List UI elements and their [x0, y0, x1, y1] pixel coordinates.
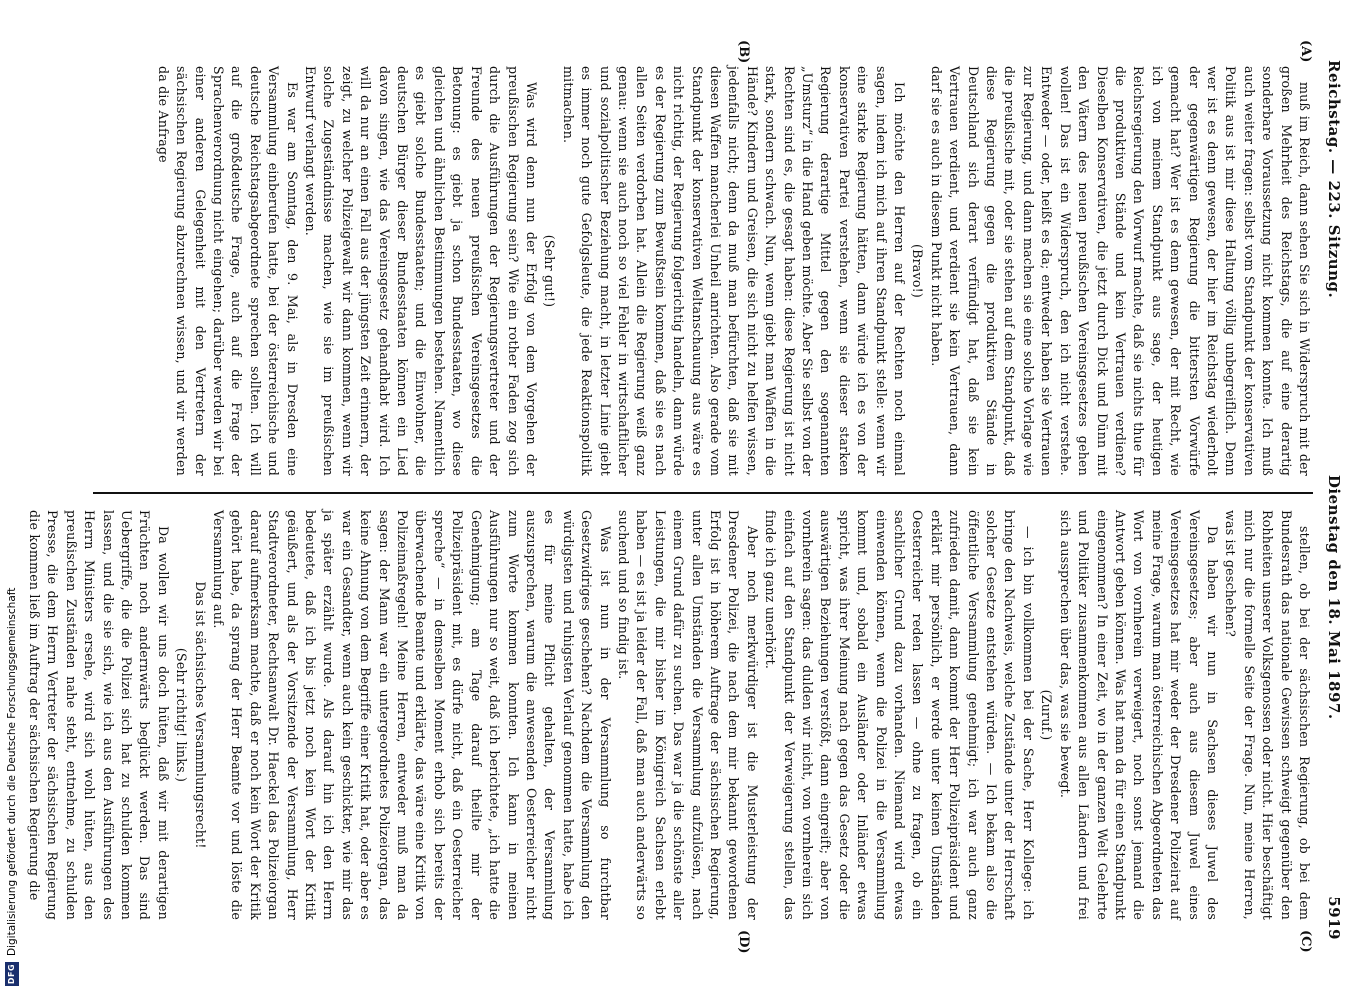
header-date: Dienstag den 18. Mai 1897.	[1325, 474, 1343, 720]
paragraph: Es war am Sonntag, den 9. Mai, als in Dresden eine Versammlung einberufen hatte, bei der österreichische und deutsche Reichstagsabgeordnete sprechen sollten. Ich will auf die großdeutsche Frage, auch auf die Frage der Sprachenverordnung nicht eingehen; darüber werden wir bei einer anderen Gelegenheit mit den Vertretern der sächsischen Regierung abzurechnen wissen, und wir werden da die Anfrage	[155, 66, 300, 476]
digitization-credit	[4, 6, 20, 986]
paragraph: Aber noch merkwürdiger ist die Musterleistung der Dresdener Polizei, die nach dem mir bekannt gewordenen Erfolg ist in höherem Auftrage der sächsischen Regierung, unter allen Umständen die Versammlung aufzulösen, nach einem Grund dafür zu suchen. Das war ja die schönste aller Leistungen, die mir bisher im Königreich Sachsen erlebt haben — es ist ja leider der Fall, daß man auch anderwärts so suchend und so findig ist.	[615, 510, 760, 920]
paragraph: stellen, ob bei der sächsischen Regierung, ob bei dem Bundesrath das nationale Gewissen schweigt gegenüber den Rohheiten unserer Volksgenossen oder nicht. Hier beschäftigt mich nur die formelle Seite der Frage. Nun, meine Herren, was ist geschehen?	[1223, 510, 1312, 920]
interjection: (Bravo!)	[910, 244, 926, 298]
column-divider	[93, 492, 1313, 494]
page-header	[1323, 60, 1345, 940]
paragraph: Was ist nun in der Versammlung so furchtbar Gesetzwidriges geschehen? Nachdem die Versammlung den würdigsten und ruhigsten Verlauf genommen hatte, habe ich es für meine Pflicht gehalten, der Versammlung auszusprechen, warum die anwesenden Oesterreicher nicht zum Worte kommen konnten. Ich kann in meinen Ausführungen nur so weit, daß ich berichtete, „ich hatte die Genehmigung; am Tage darauf theilte mir der Polizeipräsident mit, es dürfe nicht, daß ein Oesterreicher spreche“ — in demselben Moment erhob sich bereits der überwachende Beamte und erklärte, das wäre eine Kritik von Polizeimaßregeln! Meine Herren, entweder muß man da sagen: der Mann war ein untergeordnetes Polizeiorgan, das keine Ahnung von dem Begriffe einer Kritik hat, oder aber es war ein Gesandter, wenn auch kein geschickter, wie mir das ja später erzählt wurde. Als darauf hin ich den Herrn bedeutete, daß ich bis jetzt noch kein Wort der Kritik geäußert, und als der Vorsitzende der Versammlung, Herr Stadtverordneter, Rechtsanwalt Dr. Haeckel das Polizeiorgan darauf aufmerksam machte, daß er noch kein Wort der Kritik gehört habe, da sprang der Herr Beamte vor und löste die Versammlung auf.	[211, 510, 613, 920]
paragraph: Was wird denn nun der Erfolg von dem Vorgehen der preußischen Regierung sein? Wie ein rother Faden zog sich durch die Ausführungen der Regierungsvertreter und der Freunde des neuen preußischen Vereinsgesetzes die Betonung: es giebt ja schon Bundesstaaten, wo diese gleichen und ähnlichen Bestimmungen bestehen. Namentlich es giebt solche Bundesstaaten; und die Einwohner, die deutschen Bürger dieser Bundesstaaten können ein Lied davon singen, wie das Vereinsgesetz gehandhabt wird. Ich will da nur an einen Fall aus der jüngsten Zeit erinnern, der zeigt, zu welcher Polizeigewalt wir dann kommen, wenn wir solche Zugeständnisse machen, wie sie im preußischen Entwurf verlangt werden.	[303, 66, 539, 476]
margin-marker-d: (D)	[736, 930, 751, 954]
credit-text: Digitalisierung gefördert durch die Deutsche Forschungsgemeinschaft	[6, 587, 18, 956]
paragraph: — ich bin vollkommen bei der Sache, Herr Kollege: ich bringe den Nachweis, welche Zustände unter der Herrschaft solcher Gesetze entstehen würden. — Ich bekam also die öffentliche Versammlung genehmigt; ich war auch ganz zufrieden damit, dann kommt der Herr Polizeipräsident und erklärt mir persönlich, er werde unter keinen Umständen Oesterreicher reden lassen — ohne zu fragen, ob ein sachlicher Grund dazu vorhanden. Niemand wird etwas einwenden können, wenn die Polizei in die Versammlung kommt und, sobald ein Ausländer oder Inländer etwas spricht, was ihrer Meinung nach gegen das Gesetz oder die auswärtigen Beziehungen verstößt, dann eingreift; aber von vornherein sagen: das dulden wir nicht, von vornherein sich einfach auf den Standpunkt der Verweigerung stellen, das finde ich ganz unerhört.	[763, 510, 1036, 920]
paragraph: muß im Reich, dann sehen Sie sich in Widerspruch mit der großen Mehrheit des Reichstags, die auf eine derartig sonderbare Voraussetzung nicht kommen konnte. Ich muß auch weiter fragen: selbst vom Standpunkt der konservativen Politik aus ist mir diese Haltung völlig unbegreiflich. Denn wer ist es denn gewesen, der hier im Reichstag wiederholt der gegenwärtigen Regierung die bittersten Vorwürfe gemacht hat? Wer ist es denn gewesen, der mit Recht, wie ich von meinem Standpunkt aus sage, der heutigen Reichsregierung den Vorwurf machte, daß sie nichts thue für die produktiven Stände und kein Vertrauen verdiene? Dieselben Konservativen, die jetzt durch Dick und Dünn mit den Vätern des neuen preußischen Vereinsgesetzes gehen wollen! Das ist ein Widerspruch, den ich nicht verstehe. Entweder — oder, heißt es da; entweder haben sie Vertrauen zur Regierung, und dann machen sie eine solche Vorlage wie die preußische mit, oder sie stehen auf dem Standpunkt, daß diese Regierung gegen die produktiven Stände in Deutschland sich derart verfündigt hat, daß sie kein Vertrauen verdient, und verdient sie kein Vertrauen, dann darf sie es auch in diesem Punkt nicht haben.	[928, 66, 1312, 476]
margin-marker-c: (C)	[1298, 930, 1313, 953]
rotated-page-content	[26, 0, 1353, 1000]
paragraph: Da wollen wir uns doch hüten, daß wir mit derartigen Früchten noch andernwärts beglückt werden. Das sind Uebergriffe, die die Polizei sich hat zu schulden kommen lassen, und die sie sich, wie ich aus den Ausführungen des Herrn Ministers ersehe, wird sich wohl hüten, aus den preußischen Zuständen nahe steht, entnehme, zu schulden Presse, die dem Herrn Vertreter der sächsischen Regierung die kommen ließ im Auftrag der sächsischen Regierung die	[26, 510, 171, 920]
margin-marker-b: (B)	[736, 40, 751, 64]
interjection: (Sehr gut!)	[542, 234, 558, 308]
paragraph: Da haben wir nun in Sachsen dieses Juwel des Vereinsgesetzes; aber auch aus diesem Juwel eines Vereinsgesetzes hat mir weder der Dresdener Polizeirat auf meine Frage, warum man österreichischen Abgeordneten das Wort von vornherein verweigert, noch sonst jemand die Antwort geben können. Was hat man da für einen Standpunkt eingenommen? In einer Zeit, wo in der ganzen Welt Gelehrte und Politiker zusammenkommen aus allen Ländern und frei sich aussprechen über das, was sie bewegt.	[1057, 510, 1220, 920]
digitization-sidebar	[0, 0, 24, 1000]
header-left: Reichstag. — 223. Sitzung.	[1325, 60, 1343, 299]
emphasis-line: Das ist sächsisches Versammlungsrecht!	[192, 581, 208, 849]
left-column	[89, 66, 1313, 476]
right-column	[26, 510, 1313, 920]
dfg-logo-icon: DFG	[5, 962, 19, 986]
interjection: (Sehr richtig! links.)	[174, 647, 190, 783]
paragraph: Ich möchte den Herren auf der Rechten noch einmal sagen, indem ich mich auf ihren Standpunkt stelle: wenn wir eine starke Regierung hätten, dann würde ich es von der konservativen Partei verstehen, wenn sie dieser starken Regierung derartige Mittel gegen den sogenannten „Umsturz“ in die Hand geben möchte. Aber Sie selbst von der Rechten sind es, die gesagt haben: diese Regierung ist nicht stark, sondern schwach. Nun, wenn giebt man Waffen in die Hände? Kindern und Greisen, die sich nicht zu helfen wissen, jedenfalls nicht; denn da muß man befürchten, daß sie mit diesen Waffen mancherlei Unheil anrichten. Also gerade vom Standpunkt der konservativen Weltanschauung aus wäre es nicht richtig, der Regierung folgerichtig handeln, dann würde es der Regierung zum Bewußtsein kommen, daß sie es nach allen Seiten verdorben hat. Allein die Regierung weiß ganz genau: wenn sie auch noch so viel Fehler in wirtschaftlicher und sozialpolitischer Beziehung macht, in letzter Linie giebt es immer noch gute Gefolgsleute, die jede Reaktionspolitik mitmachen.	[560, 66, 908, 476]
page-number: 5919	[1325, 896, 1343, 940]
margin-marker-a: (A)	[1298, 40, 1313, 63]
interjection: (Zuruf.)	[1039, 689, 1055, 741]
